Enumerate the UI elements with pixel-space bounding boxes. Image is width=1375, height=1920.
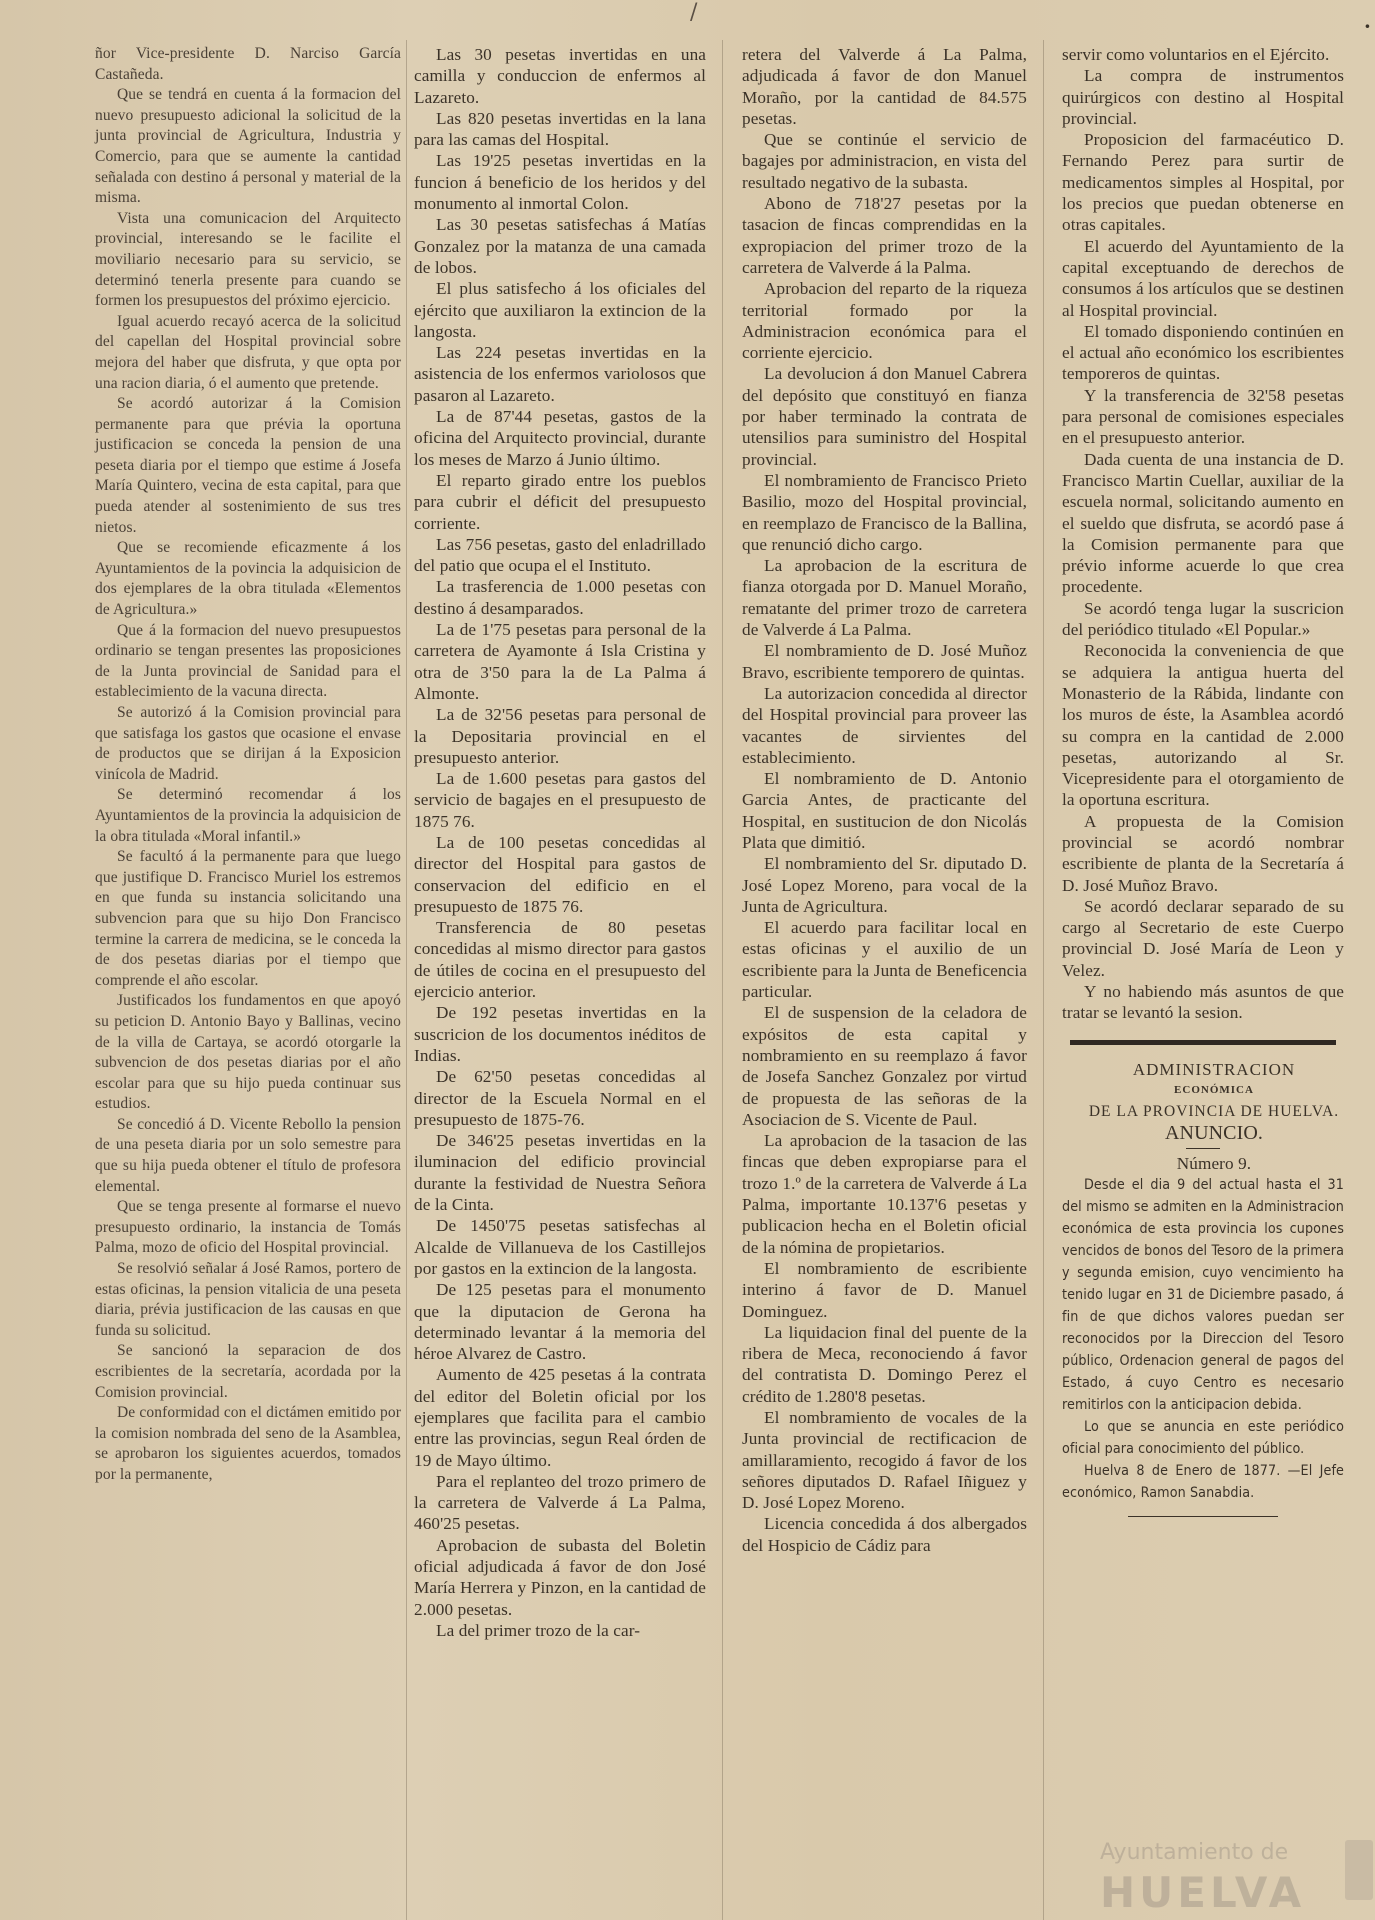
edge-mark: · bbox=[1363, 10, 1372, 43]
paragraph: Se acordó declarar separado de su cargo al Secretario de este Cuerpo provincial D. José María de Leon y Velez. bbox=[1062, 896, 1344, 980]
paragraph: La liquidacion final del puente de la ribera de Meca, reconociendo á favor del contratista D. Domingo Perez el crédito de 1.280'8 pesetas. bbox=[742, 1322, 1027, 1406]
paragraph: La trasferencia de 1.000 pesetas con destino á desamparados. bbox=[414, 577, 706, 618]
paragraph: Igual acuerdo recayó acerca de la solicitud del capellan del Hospital provincial sobre mejora del haber que disfruta, y que opta por una racion diaria, ó el aumento que pretende. bbox=[95, 312, 401, 392]
paragraph: La autorizacion concedida al director del Hospital provincial para proveer las vacantes de sirvientes del establecimiento. bbox=[742, 683, 1027, 767]
paragraph: Licencia concedida á dos albergados del Hospicio de Cádiz para bbox=[742, 1514, 1027, 1555]
paragraph: Para el replanteo del trozo primero de la carretera de Valverde á La Palma, 460'25 pesetas. bbox=[414, 1471, 706, 1534]
paragraph: Aumento de 425 pesetas á la contrata del editor del Boletin oficial por los ejemplares que facilita para el cambio entre las provincias, segun Real órden de 19 de Mayo último. bbox=[414, 1365, 706, 1470]
paragraph: Se determinó recomendar á los Ayuntamientos de la provincia la adquisicion de la obra titulada «Moral infantil.» bbox=[95, 786, 401, 845]
paragraph: A propuesta de la Comision provincial se acordó nombrar escribiente de planta de la Secretaría á D. José Muñoz Bravo. bbox=[1062, 811, 1344, 895]
paragraph: De 192 pesetas invertidas en la suscricion de los documentos inéditos de Indias. bbox=[414, 1003, 706, 1065]
paragraph: El tomado disponiendo continúen en el actual año económico los escribientes temporeros de quintas. bbox=[1062, 321, 1344, 384]
paragraph: El reparto girado entre los pueblos para cubrir el déficit del presupuesto corriente. bbox=[414, 470, 706, 533]
paragraph: Transferencia de 80 pesetas concedidas al mismo director para gastos de útiles de cocina en el presupuesto del ejercicio anterior. bbox=[414, 918, 706, 1002]
administracion-subtitle: ECONÓMICA bbox=[1174, 1083, 1254, 1096]
column-divider bbox=[1043, 40, 1044, 1920]
paragraph: Que se tendrá en cuenta á la formacion del nuevo presupuesto adicional la solicitud de la junta provincial de Agricultura, Industria y Comercio, para que se aumente la cantidad señalada con destino á personal y material de la misma. bbox=[95, 86, 401, 207]
closing-rule bbox=[1128, 1516, 1278, 1517]
paragraph: Que á la formacion del nuevo presupuestos ordinario se tengan presentes las proposiciones de la Junta provincial de Sanidad para el establecimiento de la vacuna directa. bbox=[95, 621, 401, 701]
paragraph: Lo que se anuncia en este periódico oficial para conocimiento del público. bbox=[1062, 1419, 1344, 1458]
paragraph: Se autorizó á la Comision provincial para que satisfaga los gastos que ocasione el envase de productos que se dirijan á la Exposicion vinícola de Madrid. bbox=[95, 704, 401, 783]
section-divider bbox=[1070, 1040, 1336, 1045]
paragraph: Las 19'25 pesetas invertidas en la funcion á beneficio de los heridos y del monumento al inmortal Colon. bbox=[414, 151, 706, 214]
paragraph: La de 87'44 pesetas, gastos de la oficina del Arquitecto provincial, durante los meses de Marzo á Junio último. bbox=[414, 407, 706, 469]
ink-mark: / bbox=[690, 0, 698, 25]
paragraph: De 346'25 pesetas invertidas en la iluminacion del edificio provincial durante la festividad de Nuestra Señora de la Cinta. bbox=[414, 1131, 706, 1215]
column-divider bbox=[406, 40, 407, 1920]
watermark-line2: HUELVA bbox=[1100, 1868, 1306, 1917]
administracion-province: DE LA PROVINCIA DE HUELVA. bbox=[1088, 1103, 1340, 1121]
paragraph: La aprobacion de la tasacion de las fincas que deben expropiarse para el trozo 1.º de la carretera de Valverde á La Palma, importante 10.137'6 pesetas y publicacion hecha en el Boletin oficial de la nómina de propietarios. bbox=[742, 1131, 1027, 1257]
anuncio-number: Número 9. bbox=[1176, 1153, 1252, 1173]
watermark-line1: Ayuntamiento de bbox=[1100, 1840, 1289, 1865]
paragraph: Justificados los fundamentos en que apoyó su peticion D. Antonio Bayo y Ballinas, vecino de la villa de Cartaya, se acordó otorgarle la subvencion de dos pesetas diarias por el año escolar para que su hijo pueda continuar sus estudios. bbox=[95, 992, 401, 1113]
paragraph: Que se tenga presente al formarse el nuevo presupuesto ordinario, la instancia de Tomás Palma, mozo de oficio del Hospital provincial. bbox=[95, 1198, 401, 1257]
paragraph: Vista una comunicacion del Arquitecto provincial, interesando se le facilite el moviliario necesario para su servicio, se determinó tenerla presente para cuando se formen los presupuestos del próximo ejercicio. bbox=[95, 209, 401, 310]
paragraph: Las 30 pesetas invertidas en una camilla y conduccion de enfermos al Lazareto. bbox=[414, 45, 706, 107]
paragraph: Dada cuenta de una instancia de D. Francisco Martin Cuellar, auxiliar de la escuela normal, solicitando aumento en el sueldo que disfruta, se acordó pase á la Comision permanente para que prévio informe acuerde lo que crea procedente. bbox=[1062, 449, 1344, 597]
administracion-title: ADMINISTRACION bbox=[1132, 1059, 1296, 1079]
paragraph: Que se recomiende eficazmente á los Ayuntamientos de la povincia la adquisicion de dos ejemplares de la obra titulada «Elementos de Agricultura.» bbox=[95, 539, 401, 619]
paragraph: La aprobacion de la escritura de fianza otorgada por D. Manuel Moraño, rematante del primer trozo de carretera de Valverde á La Palma. bbox=[742, 556, 1027, 640]
paragraph: Reconocida la conveniencia de que se adquiera la antigua huerta del Monasterio de la Rábida, lindante con los muros de éste, la Asamblea acordó su compra en la cantidad de 2.000 pesetas, autorizando al Sr. Vicepresidente para el otorgamiento de la oportuna escritura. bbox=[1062, 641, 1344, 810]
column-3 bbox=[742, 44, 1027, 1556]
paragraph: La devolucion á don Manuel Cabrera del depósito que constituyó en fianza por haber terminado la contrata de utensilios para suministro del Hospital provincial. bbox=[742, 364, 1027, 469]
column-divider bbox=[722, 40, 723, 1920]
column-4 bbox=[1062, 44, 1344, 1517]
paragraph: La de 32'56 pesetas para personal de la Depositaria provincial en el presupuesto anterior. bbox=[414, 705, 706, 767]
paragraph: Desde el dia 9 del actual hasta el 31 del mismo se admiten en la Administracion económica de esta provincia los cupones vencidos de bonos del Tesoro de la primera y segunda emision, cuyo vencimiento ha tenido lugar en 31 de Diciembre pasado, á fin de que dichos valores puedan ser reconocidos por la Direccion del Tesoro público, Ordenacion general de pagos del Estado, á cuyo Centro es necesario remitirlos con la anticipacion debida. bbox=[1062, 1177, 1344, 1414]
paragraph: Las 224 pesetas invertidas en la asistencia de los enfermos variolosos que pasaron al Lazareto. bbox=[414, 343, 706, 405]
paragraph: El plus satisfecho á los oficiales del ejército que auxiliaron la extincion de la langosta. bbox=[414, 279, 706, 341]
paragraph: Las 756 pesetas, gasto del enladrillado del patio que ocupa el el Instituto. bbox=[414, 534, 706, 576]
paragraph: Se acordó autorizar á la Comision permanente para que prévia la oportuna justificacion se conceda la pension de una peseta diaria por el tiempo que estime á Josefa María Quintero, vecina de esta capital, para que pueda atender al sostenimiento de sus tres nietos. bbox=[95, 395, 401, 536]
paragraph: El nombramiento de vocales de la Junta provincial de rectificacion de amillaramiento, recogido á favor de los señores diputados D. Rafael Iñiguez y D. José Lopez Moreno. bbox=[742, 1408, 1027, 1513]
paragraph: Aprobacion del reparto de la riqueza territorial formado por la Administracion económica para el corriente ejercicio. bbox=[742, 279, 1027, 363]
paragraph: El nombramiento de D. Antonio Garcia Antes, de practicante del Hospital, en sustitucion de don Nicolás Plata que dimitió. bbox=[742, 769, 1027, 852]
paragraph: La de 1.600 pesetas para gastos del servicio de bagajes en el presupuesto de 1875 76. bbox=[414, 769, 706, 831]
paragraph: Las 30 pesetas satisfechas á Matías Gonzalez por la matanza de una camada de lobos. bbox=[414, 215, 706, 277]
paragraph: De 1450'75 pesetas satisfechas al Alcalde de Villanueva de los Castillejos por gastos en la extincion de la langosta. bbox=[414, 1216, 706, 1278]
seal-icon bbox=[1345, 1840, 1373, 1900]
paragraph: Se acordó tenga lugar la suscricion del periódico titulado «El Popular.» bbox=[1062, 598, 1344, 640]
paragraph: Se sancionó la separacion de dos escribientes de la secretaría, acordada por la Comision provincial. bbox=[95, 1342, 401, 1401]
column-1 bbox=[95, 44, 401, 1486]
paragraph: De 62'50 pesetas concedidas al director de la Escuela Normal en el presupuesto de 1875-76. bbox=[414, 1067, 706, 1129]
paragraph: Que se continúe el servicio de bagajes por administracion, en vista del resultado negativo de la subasta. bbox=[742, 130, 1027, 192]
paragraph: El acuerdo para facilitar local en estas oficinas y el auxilio de un escribiente para la Junta de Beneficencia particular. bbox=[742, 918, 1027, 1002]
paragraph: Aprobacion de subasta del Boletin oficial adjudicada á favor de don José María Herrera y Pinzon, en la cantidad de 2.000 pesetas. bbox=[414, 1535, 706, 1619]
paragraph: De conformidad con el dictámen emitido por la comision nombrada del seno de la Asamblea, se aprobaron los siguientes acuerdos, tomados por la permanente, bbox=[95, 1404, 401, 1483]
paragraph: servir como voluntarios en el Ejército. bbox=[1062, 45, 1330, 64]
paragraph: Las 820 pesetas invertidas en la lana para las camas del Hospital. bbox=[414, 108, 706, 150]
paragraph: La compra de instrumentos quirúrgicos con destino al Hospital provincial. bbox=[1062, 66, 1344, 128]
paragraph: El nombramiento de escribiente interino á favor de D. Manuel Dominguez. bbox=[742, 1258, 1027, 1321]
paragraph: Abono de 718'27 pesetas por la tasacion de fincas comprendidas en la expropiacion del primer trozo de la carretera de Valverde á la Palma. bbox=[742, 194, 1027, 277]
paragraph: El nombramiento de D. José Muñoz Bravo, escribiente temporero de quintas. bbox=[742, 641, 1027, 682]
paragraph: Y no habiendo más asuntos de que tratar se levantó la sesion. bbox=[1062, 982, 1344, 1023]
paragraph: Proposicion del farmacéutico D. Fernando Perez para surtir de medicamentos simples al Hospital, por los precios que puedan obtenerse en otras capitales. bbox=[1062, 130, 1344, 235]
paragraph: De 125 pesetas para el monumento que la diputacion de Gerona ha determinado levantar á la memoria del héroe Alvarez de Castro. bbox=[414, 1280, 706, 1364]
paragraph: Se resolvió señalar á José Ramos, portero de estas oficinas, la pension vitalicia de una peseta diaria, prévia justificacion de las causas en que funda su solicitud. bbox=[95, 1260, 401, 1339]
paragraph: La de 1'75 pesetas para personal de la carretera de Ayamonte á Isla Cristina y otra de 3'50 para la de La Palma á Almonte. bbox=[414, 620, 706, 703]
paragraph: Y la transferencia de 32'58 pesetas para personal de comisiones especiales en el presupuesto anterior. bbox=[1062, 385, 1344, 448]
anuncio-body bbox=[1062, 1174, 1344, 1504]
anuncio-title: ANUNCIO. bbox=[1164, 1121, 1264, 1144]
paragraph: Se concedió á D. Vicente Rebollo la pension de una peseta diaria por un solo semestre para que su hija pueda obtener el título de profesora elemental. bbox=[95, 1115, 401, 1195]
paragraph: ñor Vice-presidente D. Narciso García Castañeda. bbox=[95, 45, 401, 83]
paragraph: retera del Valverde á La Palma, adjudicada á favor de don Manuel Moraño, por la cantidad de 84.575 pesetas. bbox=[742, 45, 1027, 128]
column-2 bbox=[414, 44, 706, 1641]
paragraph: El nombramiento de Francisco Prieto Basilio, mozo del Hospital provincial, en reemplazo de Francisco de la Ballina, que renunció dicho cargo. bbox=[742, 470, 1027, 554]
paragraph: Huelva 8 de Enero de 1877. —El Jefe económico, Ramon Sanabdia. bbox=[1062, 1463, 1344, 1502]
paragraph: La de 100 pesetas concedidas al director del Hospital para gastos de conservacion del edificio en el presupuesto de 1875 76. bbox=[414, 832, 706, 916]
paragraph: El de suspension de la celadora de expósitos de esta capital y nombramiento en su reemplazo á favor de Josefa Sanchez Gonzalez por virtud de propuesta de las señoras de la Asociacion de S. Vicente de Paul. bbox=[742, 1003, 1027, 1129]
watermark bbox=[1100, 1840, 1370, 1920]
paragraph: El acuerdo del Ayuntamiento de la capital exceptuando de derechos de consumos á los artículos que se destinen al Hospital provincial. bbox=[1062, 236, 1344, 320]
paragraph: La del primer trozo de la car- bbox=[436, 1620, 641, 1640]
paragraph: El nombramiento del Sr. diputado D. José Lopez Moreno, para vocal de la Junta de Agricultura. bbox=[742, 854, 1027, 916]
paragraph: Se facultó á la permanente para que luego que justifique D. Francisco Muriel los estremos en que funda su instancia solicitando una subvencion para que su hijo Don Francisco termine la carrera de medicina, se le conceda la de dos pesetas diarias por el tiempo que comprende el año escolar. bbox=[95, 848, 401, 989]
title-rule bbox=[1186, 1148, 1220, 1149]
